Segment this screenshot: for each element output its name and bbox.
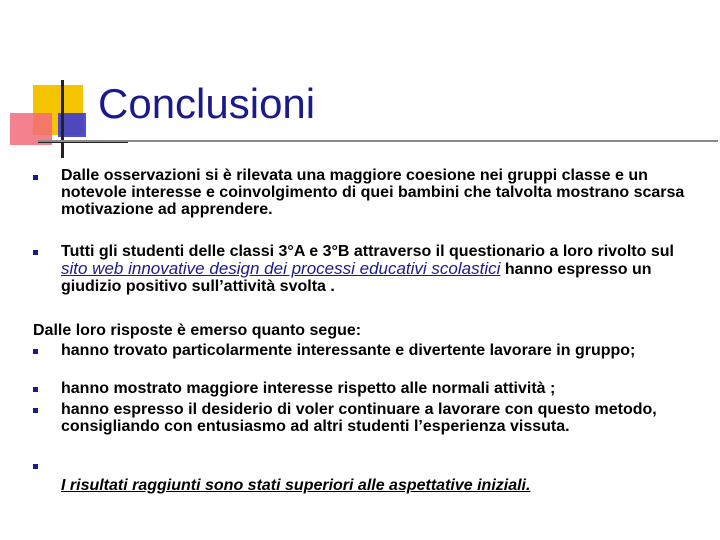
conclusion-statement: I risultati raggiunti sono stati superiori alle aspettative iniziali.	[61, 477, 531, 494]
title-underline-accent	[38, 142, 128, 143]
point-students-text-end: hanno espresso un giudizio positivo sull’attività svolta .	[61, 261, 652, 295]
result-item: hanno trovato particolarmente interessante e divertente lavorare in gruppo;	[61, 342, 636, 359]
result-item: hanno espresso il desiderio di voler continuare a lavorare con questo metodo, consigliando con entusiasmo ad altri studenti l’esperienza vissuta.	[61, 401, 657, 435]
slide-title: Conclusioni	[98, 80, 316, 127]
point-students-text: Tutti gli studenti delle classi 3°A e 3°B attraverso il questionario a loro rivolto sul	[61, 243, 674, 260]
title-underline	[38, 140, 718, 142]
bullet-icon	[33, 464, 38, 469]
point-observations: Dalle osservazioni si è rilevata una maggiore coesione nei gruppi classe e un notevole interesse e coinvolgimento di quei bambini che talvolta mostrano scarsa motivazione ad apprendere.	[61, 167, 685, 218]
logo-vertical-line	[61, 80, 64, 158]
bullet-icon	[33, 250, 38, 255]
website-link[interactable]: sito web innovative design dei processi educativi scolastici	[61, 259, 501, 278]
result-item: hanno mostrato maggiore interesse rispetto alle normali attività ;	[61, 380, 556, 397]
bullet-icon	[33, 387, 38, 392]
bullet-icon	[33, 349, 38, 354]
bullet-icon	[33, 175, 38, 180]
bullet-icon	[33, 408, 38, 413]
conclusion-text	[61, 477, 530, 494]
point-students	[61, 243, 701, 295]
results-intro: Dalle loro risposte è emerso quanto segue:	[33, 322, 362, 339]
